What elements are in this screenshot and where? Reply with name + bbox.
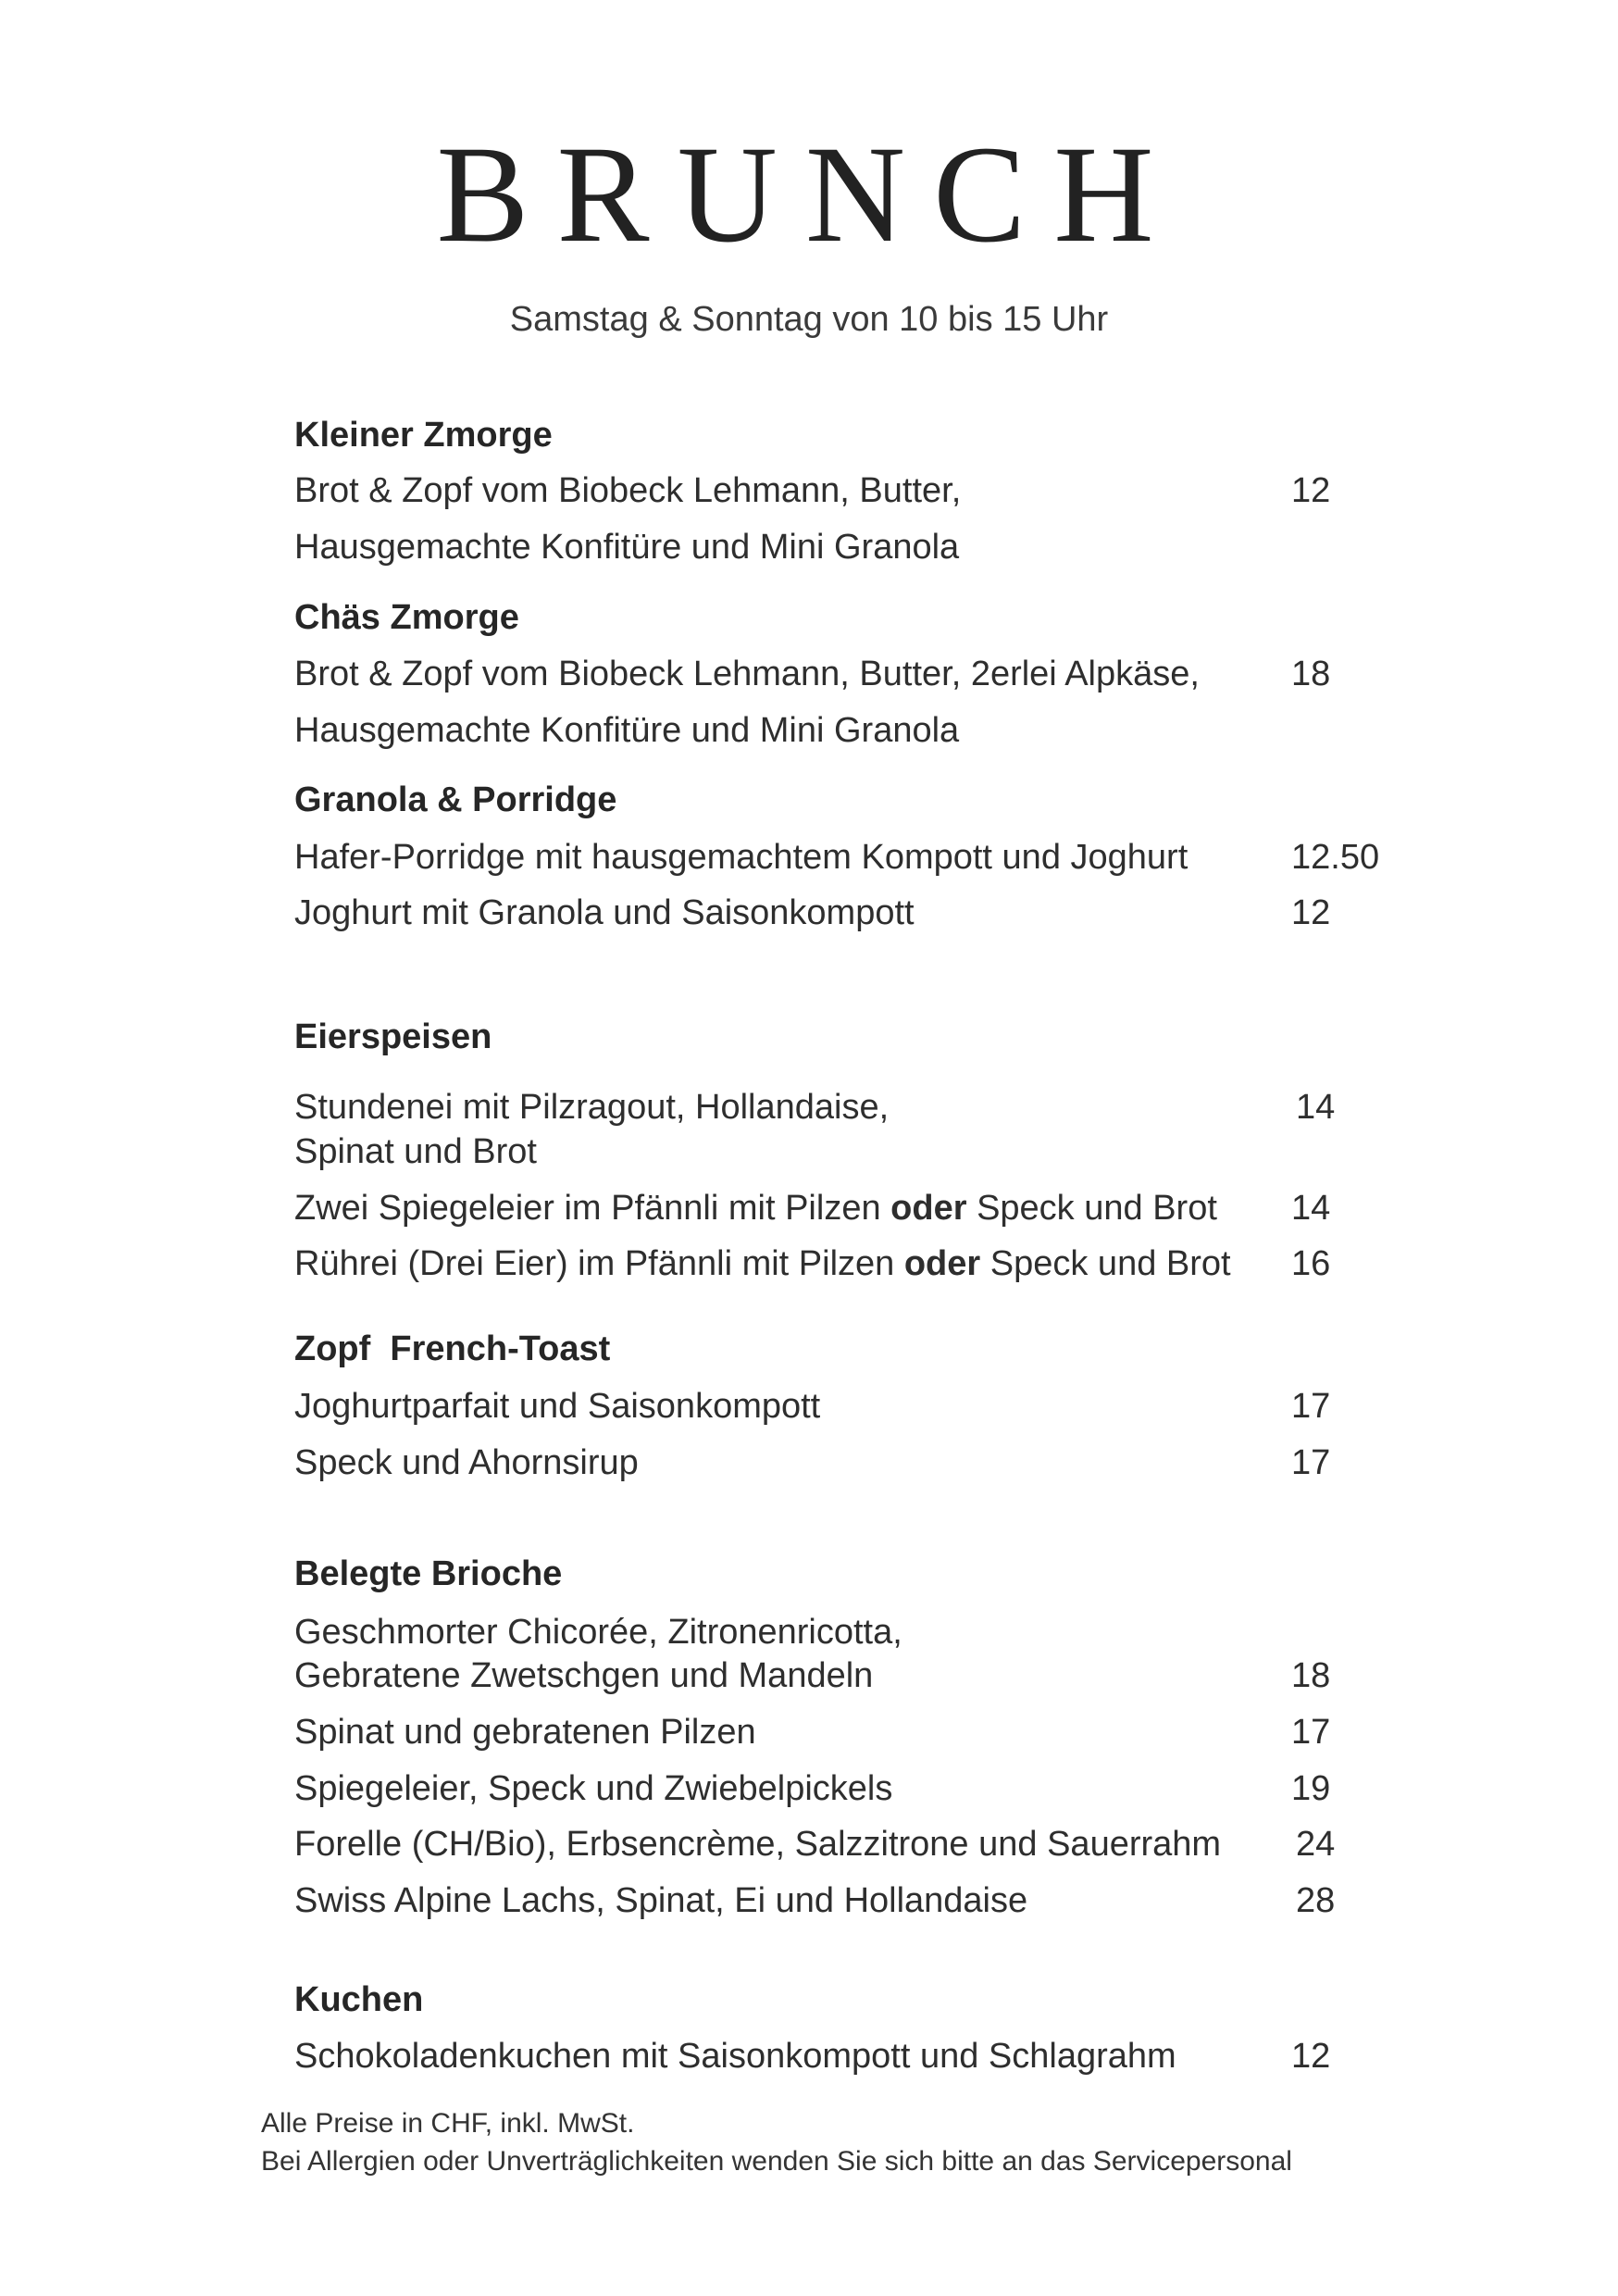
- menu-item-text: Joghurt mit Granola und Saisonkompott: [294, 893, 915, 932]
- menu-item-text: Hafer-Porridge mit hausgemachtem Kompott und Joghurt: [294, 838, 1189, 877]
- section-heading: Eierspeisen: [294, 1017, 492, 1056]
- menu-item-price: 28: [1296, 1881, 1336, 1920]
- menu-item-emphasis: oder: [890, 1189, 967, 1228]
- section-heading: Kuchen: [294, 1980, 424, 2019]
- section-heading: Belegte Brioche: [294, 1554, 563, 1593]
- menu-item-price: 17: [1291, 1387, 1331, 1426]
- menu-item-price: 12: [1291, 471, 1331, 510]
- menu-item-text: Spiegeleier, Speck und Zwiebelpickels: [294, 1769, 893, 1808]
- menu-item-price: 14: [1291, 1189, 1331, 1228]
- menu-item-price: 19: [1291, 1769, 1331, 1808]
- menu-item-text: Forelle (CH/Bio), Erbsencrème, Salzzitrone und Sauerrahm: [294, 1825, 1222, 1864]
- footer-allergy-note: Bei Allergien oder Unverträglichkeiten wenden Sie sich bitte an das Servicepersonal: [261, 2146, 1292, 2177]
- menu-item-text-part: Zwei Spiegeleier im Pfännli mit Pilzen: [294, 1189, 891, 1228]
- menu-item-text: [294, 1241, 1231, 1287]
- menu-item-text: Spinat und gebratenen Pilzen: [294, 1713, 756, 1752]
- menu-item-text: Spinat und Brot: [294, 1132, 537, 1171]
- menu-item-text: Stundenei mit Pilzragout, Hollandaise,: [294, 1088, 890, 1127]
- menu-item-price: 12: [1291, 2037, 1331, 2076]
- menu-item-text: Hausgemachte Konfitüre und Mini Granola: [294, 711, 960, 750]
- footer-price-note: Alle Preise in CHF, inkl. MwSt.: [261, 2108, 635, 2139]
- menu-item-price: 12: [1291, 893, 1331, 932]
- menu-item-text-part: Rührei (Drei Eier) im Pfännli mit Pilzen: [294, 1244, 904, 1283]
- menu-item-price: 18: [1291, 655, 1331, 693]
- menu-item-price: 12.50: [1291, 838, 1380, 877]
- menu-item-price: 24: [1296, 1825, 1336, 1864]
- section-heading: Zopf French-Toast: [294, 1329, 611, 1368]
- menu-item-text: Speck und Ahornsirup: [294, 1443, 639, 1482]
- menu-item-text: Brot & Zopf vom Biobeck Lehmann, Butter, 2erlei Alpkäse,: [294, 655, 1200, 693]
- menu-item-text: Gebratene Zwetschgen und Mandeln: [294, 1656, 874, 1695]
- menu-item-text-part: Speck und Brot: [966, 1189, 1217, 1228]
- menu-item-price: 17: [1291, 1713, 1331, 1752]
- menu-item-emphasis: oder: [903, 1244, 981, 1283]
- menu-item-text: [294, 1185, 1217, 1231]
- menu-item-text: Geschmorter Chicorée, Zitronenricotta,: [294, 1613, 902, 1652]
- menu-item-text: Hausgemachte Konfitüre und Mini Granola: [294, 528, 960, 567]
- menu-subtitle: Samstag & Sonntag von 10 bis 15 Uhr: [509, 300, 1109, 339]
- section-heading: Chäs Zmorge: [294, 598, 519, 637]
- menu-item-price: 16: [1291, 1244, 1331, 1283]
- menu-item-text: Brot & Zopf vom Biobeck Lehmann, Butter,: [294, 471, 962, 510]
- menu-item-text: Joghurtparfait und Saisonkompott: [294, 1387, 821, 1426]
- menu-item-price: 17: [1291, 1443, 1331, 1482]
- menu-item-price: 14: [1296, 1088, 1336, 1127]
- menu-item-price: 18: [1291, 1656, 1331, 1695]
- menu-item-text-part: Speck und Brot: [980, 1244, 1231, 1283]
- section-heading: Kleiner Zmorge: [294, 416, 553, 455]
- menu-item-text: Swiss Alpine Lachs, Spinat, Ei und Hollandaise: [294, 1881, 1028, 1920]
- menu-title: BRUNCH: [436, 118, 1182, 271]
- section-heading: Granola & Porridge: [294, 780, 617, 819]
- menu-item-text: Schokoladenkuchen mit Saisonkompott und Schlagrahm: [294, 2037, 1176, 2076]
